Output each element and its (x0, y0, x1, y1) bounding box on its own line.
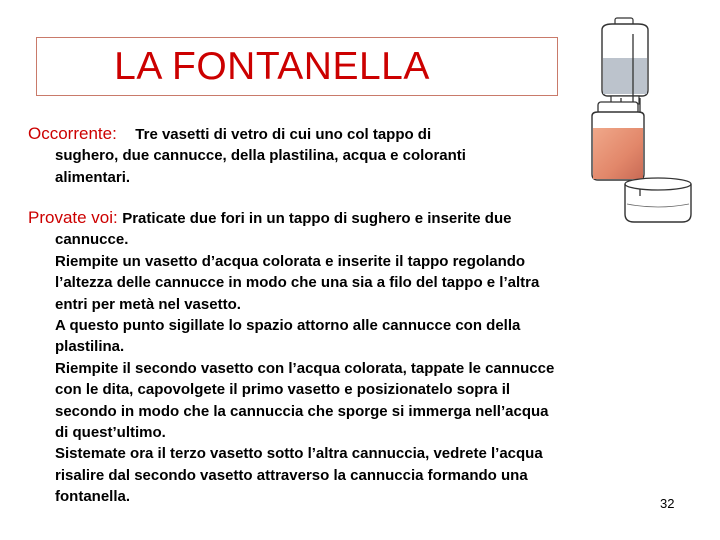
title-box (36, 37, 558, 96)
page-number: 32 (660, 496, 675, 511)
provate-line: Sistemate ora il terzo vasetto sotto l’altra cannuccia, vedrete l’acqua (55, 445, 543, 463)
provate-line: cannucce. (55, 231, 129, 249)
occorrente-text-first: Tre vasetti di vetro di cui uno col tappo di (135, 126, 432, 143)
provate-text-first: Praticate due fori in un tappo di sughero e inserite due (122, 210, 512, 227)
page-title: LA FONTANELLA (114, 44, 430, 88)
provate-line: fontanella. (55, 488, 131, 506)
provate-line: l’altezza delle cannucce in modo che una sia a filo del tappo e l’altra (55, 274, 540, 292)
occorrente-first-line (28, 123, 466, 145)
occorrente-section (28, 123, 466, 188)
provate-line: secondo in modo che la cannuccia che sporge si immerga nell’acqua (55, 402, 549, 420)
provate-first-line (28, 207, 554, 229)
provate-line: Riempite il secondo vasetto con l’acqua colorata, tappate le cannucce (55, 359, 555, 377)
bottom-jar (625, 178, 691, 222)
occorrente-line: sughero, due cannucce, della plastilina, acqua e coloranti (55, 147, 466, 165)
fountain-apparatus-illustration (578, 14, 720, 226)
provate-line: di quest’ultimo. (55, 424, 166, 442)
occorrente-line: alimentari. (55, 168, 131, 186)
provate-line: entri per metà nel vasetto. (55, 295, 241, 313)
provate-label: Provate voi: (28, 208, 118, 227)
provate-line: con le dita, capovolgete il primo vasetto e posizionatelo sopra il (55, 381, 511, 399)
provate-line: risalire dal secondo vasetto attraverso la cannuccia formando una (55, 466, 528, 484)
top-jar (602, 18, 648, 104)
middle-jar (592, 102, 644, 180)
provate-section (28, 207, 554, 508)
provate-line: plastilina. (55, 338, 125, 356)
top-jar-water (603, 58, 647, 94)
middle-jar-water (593, 128, 643, 179)
occorrente-label: Occorrente: (28, 124, 117, 143)
provate-line: A questo punto sigillate lo spazio attorno alle cannucce con della (55, 317, 521, 335)
provate-line: Riempite un vasetto d’acqua colorata e inserite il tappo regolando (55, 252, 526, 270)
